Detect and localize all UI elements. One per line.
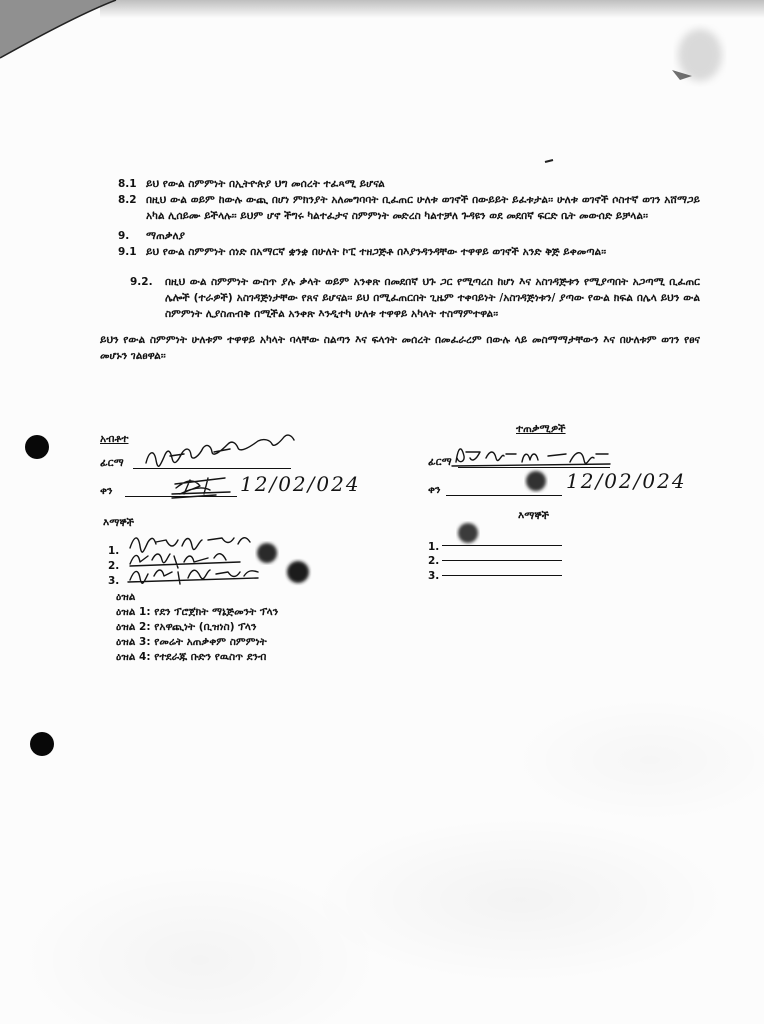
right-party-signature [452, 449, 610, 466]
annex-item: ዕዝል 1: የደን ፕሮጀክት ማኔጅመንት ፕላን [116, 606, 279, 618]
ink-speck [545, 160, 553, 162]
stamp-dot [526, 471, 546, 491]
section-title: ማጠቃለያ [146, 230, 186, 242]
left-date-scribble [172, 478, 230, 498]
clauses-block [100, 176, 700, 364]
corner-mark [672, 70, 692, 80]
left-date-label: ቀን [100, 485, 113, 497]
annex-item: ዕዝል 3: የመሬት አጠቃቀም ስምምነት [116, 636, 267, 648]
left-signature-line [133, 468, 291, 469]
left-witness-1-signature [130, 538, 250, 552]
right-witness-number-3: 3. [428, 570, 440, 582]
stamp-dot [287, 561, 309, 583]
left-party-title: አብቶተ [100, 433, 129, 445]
right-party-title: ተጠቃሚዎች [516, 423, 566, 435]
section-number: 9. [118, 230, 130, 242]
stamp-dot [458, 523, 478, 543]
closing-statement: ይህን የውል ስምምነት ሁለቱም ተዋዋይ አካላት ባላቸው ስልጣን እና ፍላጎት መሰረት በመፈራረም በውሉ ላይ መስማማታቸውን እና በሁለቱም ወገን የፀና መሆኑን ገልፀዋል፡፡ [100, 334, 700, 362]
left-witness-2-signature [130, 554, 240, 568]
clause-9-1 [118, 244, 700, 260]
right-signature-label: ፊርማ [428, 456, 452, 468]
right-signature-line [458, 467, 610, 468]
clause-number: 9.2. [130, 276, 153, 288]
clause-text: ይህ የውል ስምምነት በኢትዮጵያ ህግ መሰረት ተፈጻሚ ይሆናል [146, 178, 385, 190]
page-fold [0, 0, 116, 58]
right-witnesses-title: እማኞች [518, 510, 550, 522]
right-date-label: ቀን [428, 484, 441, 496]
clause-8-2 [118, 192, 700, 224]
left-witness-number-2: 2. [108, 560, 120, 572]
annex-list [116, 590, 278, 665]
punch-hole-top [25, 435, 49, 459]
clause-number: 8.2 [118, 194, 137, 206]
stamp-dot [257, 543, 277, 563]
section-9-heading [118, 228, 700, 244]
left-date-line [125, 496, 237, 497]
punch-hole-bottom [30, 732, 54, 756]
left-party-signature [146, 435, 294, 466]
left-signature-label: ፊርማ [100, 457, 124, 469]
annex-title: ዕዝል [116, 591, 136, 603]
right-witness-number-1: 1. [428, 541, 440, 553]
left-witnesses-title: እማኞች [103, 517, 135, 529]
clause-number: 9.1 [118, 246, 137, 258]
clause-text: በዚህ ውል ወይም ከውሉ ውጪ በሆነ ምክንያት አለመግባባት ቢፈጠር ሁለቱ ወገኖች በውይይት ይፈቱታል፡፡ ሁለቱ ወገኖች ሶስተኛ ወገን አሸማጋይ አካል ሊሰይሙ ይችላሉ፡፡ ይህም ሆኖ ችግሩ ካልተፈታና ስምምነት መድረስ ካልተቻለ ጉዳዩን ወደ መደበኛ ፍርድ ቤት መውሰድ ይቻላል፡፡ [146, 194, 700, 222]
annex-item: ዕዝል 4: የተደራጁ ቡድን የዉስጥ ደንብ [116, 651, 267, 663]
left-date-value: 12/02/024 [240, 472, 361, 496]
corner-smudge [678, 29, 722, 81]
clause-9-2 [130, 274, 700, 322]
right-witness-line-2 [442, 560, 562, 561]
page-fold-edge [0, 0, 116, 58]
clause-8-1 [118, 176, 700, 192]
top-edge-shadow [100, 0, 764, 18]
right-witness-number-2: 2. [428, 555, 440, 567]
clause-text: በዚህ ውል ስምምነት ውስጥ ያሉ ቃላት ወይም አንቀጽ በመደበኛ ህጉ ጋር የሚጣረስ ከሆነ እና አስገዳጅቱን የሚያጣበት አጋጣሚ ቢፈጠር ሌሎች (ተራዎች) አስገዳጅነታቸው የጸና ይሆናል፡፡ ይህ በሚፈጠርበት ጊዜም ተቀባይነት /አስገዳጅነቱን/ ያጣው የውል ክፍል በሌላ ይህን ውል ስምምነት ሊያስጠብቅ በሚችል አንቀጽ እንዲተካ ሁለቱ ተዋዋይ አካላት ተስማምተዋል፡፡ [165, 276, 700, 320]
clause-text: ይህ የውል ስምምነት ሰነድ በአማርኛ ቋንቋ በሁለት ኮፒ ተዘጋጅቶ በእያንዳንዳቸው ተዋዋይ ወገኖች አንድ ቅጅ ይቀመጣል፡፡ [146, 246, 607, 258]
left-witness-number-3: 3. [108, 575, 120, 587]
left-witness-number-1: 1. [108, 545, 120, 557]
clause-number: 8.1 [118, 178, 137, 190]
annex-item: ዕዝል 2: የአዋጪነት (ቢዝነስ) ፕላን [116, 621, 257, 633]
right-date-value: 12/02/024 [566, 469, 687, 493]
right-witness-line-3 [442, 575, 562, 576]
right-witness-line-1 [442, 545, 562, 546]
left-witness-3-signature [128, 570, 258, 584]
right-date-line [446, 495, 562, 496]
